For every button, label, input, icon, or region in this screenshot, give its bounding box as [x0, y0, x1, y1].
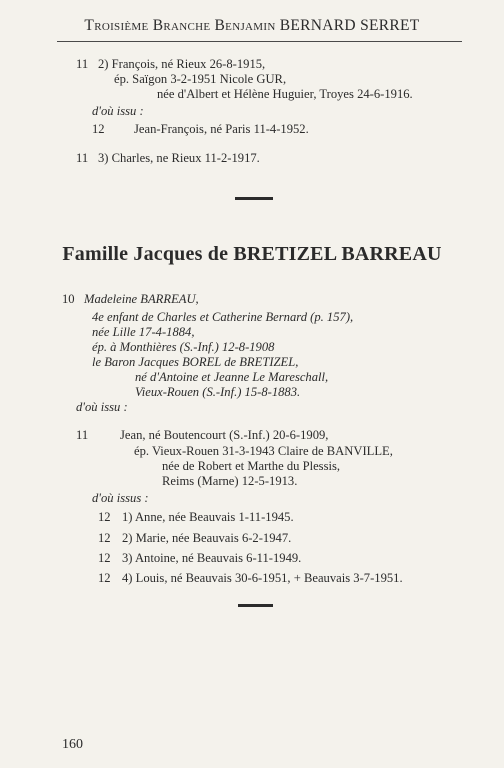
child-entry: 3) Antoine, né Beauvais 6-11-1949.: [122, 551, 302, 565]
generation-number: 11: [76, 57, 89, 71]
jean-marriage: ép. Vieux-Rouen 31-3-1943 Claire de BANVILLE,: [134, 444, 393, 458]
generation-number: 10: [62, 292, 75, 306]
generation-number: 11: [76, 428, 89, 442]
generation-number: 12: [92, 122, 105, 136]
page-number: 160: [62, 737, 83, 752]
jean-francois-entry: Jean-François, né Paris 11-4-1952.: [134, 122, 309, 136]
madeleine-name: Madeleine BARREAU,: [84, 292, 199, 306]
issue-label: d'où issu :: [76, 400, 128, 414]
generation-number: 12: [98, 510, 111, 524]
francois-marriage: ép. Saïgon 3-2-1951 Nicole GUR,: [114, 72, 287, 86]
madeleine-birth: née Lille 17-4-1884,: [92, 325, 195, 339]
issue-label: d'où issus :: [92, 491, 149, 505]
child-entry: 2) Marie, née Beauvais 6-2-1947.: [122, 531, 292, 545]
charles-entry: 3) Charles, ne Rieux 11-2-1917.: [98, 151, 260, 165]
generation-number: 12: [98, 571, 111, 585]
generation-number: 11: [76, 151, 89, 165]
running-header: Troisième Branche Benjamin BERNARD SERRET: [84, 17, 420, 34]
francois-entry: 2) François, né Rieux 26-8-1915,: [98, 57, 266, 71]
issue-label: d'où issu :: [92, 104, 144, 118]
jean-entry: Jean, né Boutencourt (S.-Inf.) 20-6-1909,: [120, 428, 329, 442]
spouse-parents: né d'Antoine et Jeanne Le Mareschall,: [135, 370, 329, 384]
child-entry: 1) Anne, née Beauvais 1-11-1945.: [122, 510, 294, 524]
section-separator: [238, 604, 273, 607]
madeleine-parents: 4e enfant de Charles et Catherine Bernard (p. 157),: [92, 310, 354, 324]
generation-number: 12: [98, 531, 111, 545]
jean-spouse-birth: Reims (Marne) 12-5-1913.: [162, 474, 298, 488]
jean-spouse-parents: née de Robert et Marthe du Plessis,: [162, 459, 341, 473]
generation-number: 12: [98, 551, 111, 565]
section-separator: [235, 197, 273, 200]
madeleine-spouse: le Baron Jacques BOREL de BRETIZEL,: [92, 355, 299, 369]
header-rule: [57, 41, 462, 42]
madeleine-marriage: ép. à Monthières (S.-Inf.) 12-8-1908: [92, 340, 275, 354]
spouse-birth: Vieux-Rouen (S.-Inf.) 15-8-1883.: [135, 385, 301, 399]
child-entry: 4) Louis, né Beauvais 30-6-1951, + Beauvais 3-7-1951.: [122, 571, 403, 585]
francois-spouse-parents: née d'Albert et Hélène Huguier, Troyes 24-6-1916.: [157, 87, 413, 101]
family-title: Famille Jacques de BRETIZEL BARREAU: [62, 243, 442, 265]
